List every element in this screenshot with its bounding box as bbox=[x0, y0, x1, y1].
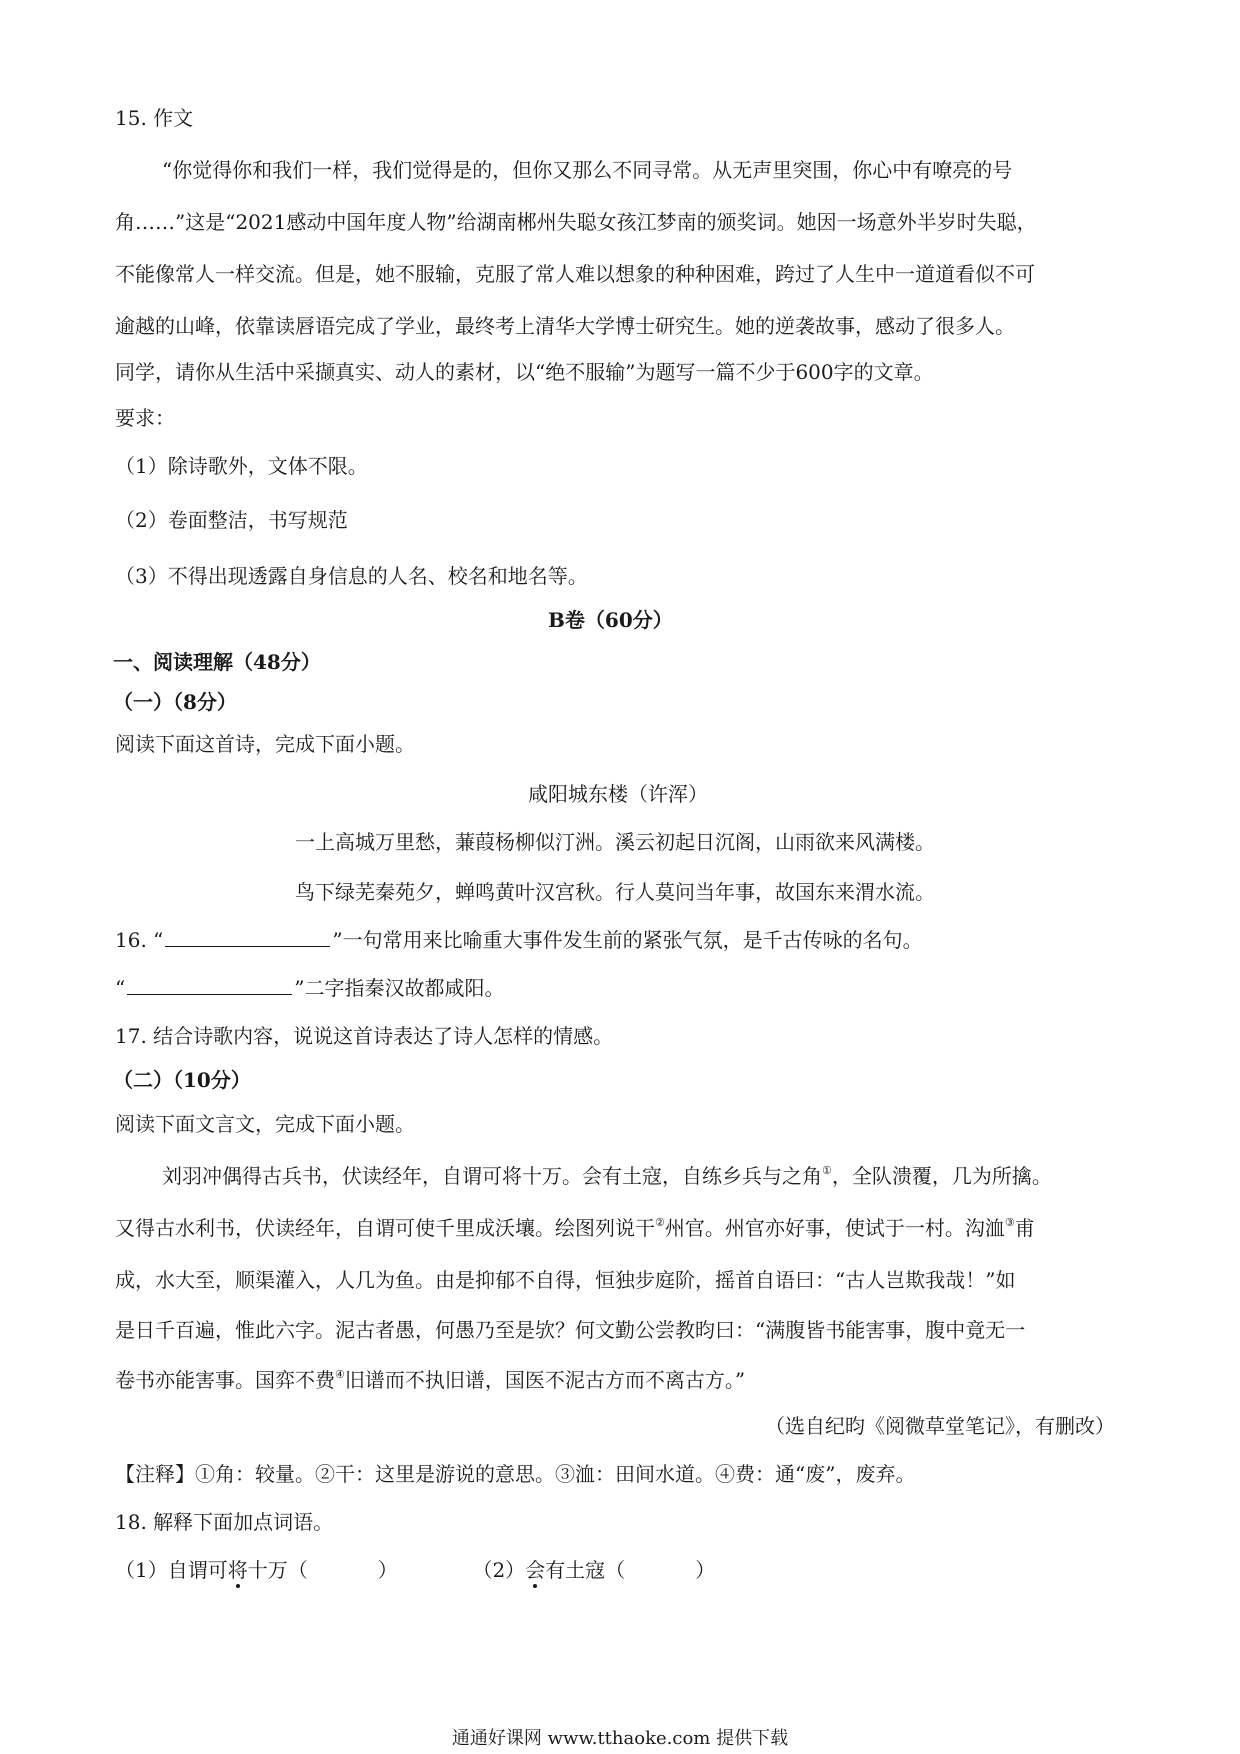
q17: 17. 结合诗歌内容，说说这首诗表达了诗人怎样的情感。 bbox=[115, 1024, 614, 1048]
q15-prompt: 同学，请你从生活中采撷真实、动人的素材，以“绝不服输”为题写一篇不少于600字的文章。 bbox=[115, 360, 934, 384]
q15-title: 15. 作文 bbox=[115, 106, 194, 130]
q15-paragraph-line: “你觉得你和我们一样，我们觉得是的，但你又那么不同寻常。从无声里突围，你心中有嘹亮的号 bbox=[162, 158, 1013, 182]
poem-title: 咸阳城东楼（许浑） bbox=[528, 782, 708, 806]
answer-blank[interactable] bbox=[165, 928, 330, 947]
subsection-heading: （一）（8分） bbox=[113, 690, 237, 714]
q18-title: 18. 解释下面加点词语。 bbox=[115, 1510, 334, 1534]
q16-line bbox=[115, 926, 923, 954]
requirements-title: 要求： bbox=[115, 406, 175, 430]
dotted-word: 会 bbox=[525, 1558, 546, 1582]
q15-paragraph-line: 逾越的山峰，依靠读唇语完成了学业，最终考上清华大学博士研究生。她的逆袭故事，感动了很多人。 bbox=[115, 314, 1015, 338]
q18-items: （1）自谓可将十万（ ） （2）会有土寇（ ） bbox=[115, 1558, 716, 1582]
section-b-title: B卷（60分） bbox=[548, 608, 673, 632]
dotted-word: 将 bbox=[227, 1558, 248, 1582]
annotations: 【注释】①角：较量。②干：这里是游说的意思。③洫：田间水道。④费：通“废”，废弃。 bbox=[115, 1462, 916, 1486]
classical-text-line: 卷书亦能害事。国弈不费④旧谱而不执旧谱，国医不泥古方而不离古方。” bbox=[115, 1368, 746, 1392]
note-marker: ③ bbox=[1004, 1216, 1015, 1229]
q16-number: 16. “ bbox=[115, 928, 164, 952]
note-marker: ① bbox=[822, 1164, 832, 1177]
source-citation: （选自纪昀《阅微草堂笔记》，有删改） bbox=[765, 1414, 1115, 1438]
q15-paragraph-line: 角……”这是“2021感动中国年度人物”给湖南郴州失聪女孩江梦南的颁奖词。她因一场意外半岁时失聪， bbox=[115, 210, 1037, 234]
note-marker: ② bbox=[655, 1216, 665, 1229]
requirement-item: （3）不得出现透露自身信息的人名、校名和地名等。 bbox=[115, 564, 588, 588]
subsection-heading: （二）（10分） bbox=[113, 1068, 251, 1092]
answer-blank[interactable] bbox=[127, 976, 292, 995]
poem-line: 鸟下绿芜秦苑夕，蝉鸣黄叶汉宫秋。行人莫问当年事，故国东来渭水流。 bbox=[295, 880, 935, 904]
classical-text-line: 又得古水利书，伏读经年，自谓可使千里成沃壤。绘图列说干②州官。州官亦好事，使试于一村。沟洫③甫 bbox=[115, 1216, 1035, 1240]
page-footer: 通通好课网 www.tthaoke.com 提供下载 bbox=[451, 1728, 789, 1749]
q16-line-2 bbox=[115, 974, 504, 1002]
instruction-text: 阅读下面这首诗，完成下面小题。 bbox=[115, 732, 415, 756]
poem-line: 一上高城万里愁，蒹葭杨柳似汀洲。溪云初起日沉阁，山雨欲来风满楼。 bbox=[295, 830, 935, 854]
q16-text: ”二字指秦汉故都咸阳。 bbox=[294, 976, 505, 1000]
classical-text-line: 刘羽冲偶得古兵书，伏读经年，自谓可将十万。会有土寇，自练乡兵与之角①，全队溃覆，几为所擒。 bbox=[162, 1164, 1052, 1188]
requirement-item: （1）除诗歌外，文体不限。 bbox=[115, 454, 368, 478]
note-marker: ④ bbox=[335, 1368, 345, 1381]
q16-text: ”一句常用来比喻重大事件发生前的紧张气氛，是千古传咏的名句。 bbox=[332, 928, 923, 952]
classical-text-line: 成，水大至，顺渠灌入，人几为鱼。由是抑郁不自得，恒独步庭阶，摇首自语曰：“古人岂欺我哉！”如 bbox=[115, 1268, 1016, 1292]
classical-text-line: 是日千百遍，惟此六字。泥古者愚，何愚乃至是欤？何文勤公尝教昀曰：“满腹皆书能害事，腹中竟无一 bbox=[115, 1318, 1026, 1342]
part-heading: 一、阅读理解（48分） bbox=[113, 650, 321, 674]
q15-paragraph-line: 不能像常人一样交流。但是，她不服输，克服了常人难以想象的种种困难，跨过了人生中一道道看似不可 bbox=[115, 262, 1035, 286]
instruction-text: 阅读下面文言文，完成下面小题。 bbox=[115, 1112, 415, 1136]
requirement-item: （2）卷面整洁，书写规范 bbox=[115, 508, 348, 532]
quote-mark: “ bbox=[115, 976, 126, 1000]
